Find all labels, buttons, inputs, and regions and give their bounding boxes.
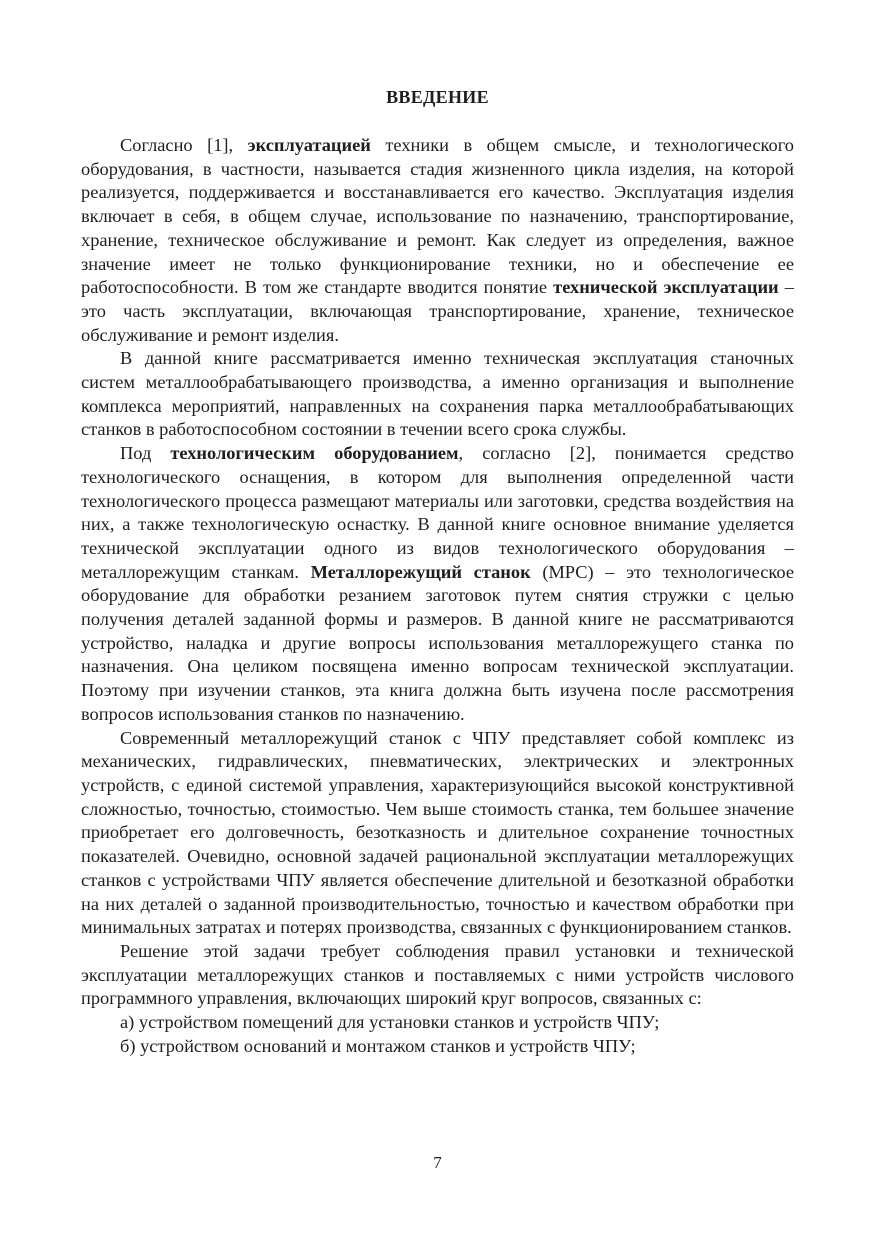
paragraph-4 (81, 727, 794, 940)
text-run: Современный металлорежущий станок с ЧПУ представляет собой комплекс из механических, гидравлических, пневматических, электрических и электронных устройств, с единой системой управления, характеризующийся высокой конструктивной сложностью, точностью, стоимостью. Чем выше стоимость станка, тем большее значение приобретает его долговечность, безотказность и длительное сохранение точностных показателей. Очевидно, основной задачей рациональной эксплуатации металлорежущих станков с устройствами ЧПУ является обеспечение длительной и безотказной обработки на них деталей о заданной производительностью, точностью и качеством обработки при минимальных затратах и потерях производства, связанных с функционированием станков. (81, 727, 794, 938)
text-run: В данной книге рассматривается именно техническая эксплуатация станочных систем металлообрабатывающего производства, а именно организация и выполнение комплекса мероприятий, направленных на сохранения парка металлообрабатывающих станков в работоспособном состоянии в течении всего срока службы. (81, 348, 794, 440)
bold-term: технической эксплуатации (553, 277, 779, 298)
paragraph-5 (81, 940, 794, 1011)
list-item-a: а) устройством помещений для установки станков и устройств ЧПУ; (120, 1012, 660, 1033)
list-item-b: б) устройством оснований и монтажом станков и устройств ЧПУ; (120, 1035, 636, 1056)
paragraph-2 (81, 347, 794, 442)
text-run: Согласно [1], (120, 135, 248, 155)
text-run: (МРС) – это технологическое оборудование для обработки резанием заготовок путем снятия стружки с целью получения деталей заданной формы и размеров. В данной книге не рассматриваются устройство, наладка и другие вопросы использования металлорежущего станка по назначения. Она целиком посвящена именно вопросам технической эксплуатации. Поэтому при изучении станков, эта книга должна быть изучена после рассмотрения вопросов использования станков по назначению. (81, 561, 795, 724)
page-title: ВВЕДЕНИЕ (386, 87, 489, 107)
text-run: Решение этой задачи требует соблюдения правил установки и технической эксплуатации металлорежущих станков и поставляемых с ними устройств числового программного управления, включающих широкий круг вопросов, связанных с: (81, 940, 794, 1009)
bold-term: эксплуатацией (247, 135, 371, 155)
bold-term: технологическим оборудованием (170, 443, 459, 464)
text-run: техники в общем смысле, и технологического оборудования, в частности, называется стадия жизненного цикла изделия, на которой реализуется, поддерживается и восстанавливается его качество. Эксплуатация изделия включает в себя, в общем случае, использование по назначению, транспортирование, хранение, техническое обслуживание и ремонт. Как следует из определения, важное значение имеет не только функционирование техники, но и обеспечение ее работоспособности. В том же стандарте вводится понятие (81, 135, 794, 298)
text-run: – это часть эксплуатации, включающая транспортирование, хранение, техническое обслуживание и ремонт изделия. (81, 277, 794, 345)
page-body (81, 84, 794, 1058)
paragraph-3 (81, 442, 794, 726)
text-run: , согласно [2], понимается средство технологического оснащения, в котором для выполнения определенной части технологического процесса размещают материалы или заготовки, средства воздействия на них, а также технологическую оснастку. В данной книге основное внимание уделяется технической эксплуатации одного из видов технологического оборудования – металлорежущим станкам. (81, 443, 794, 582)
bold-term: Металлорежущий станок (310, 561, 531, 582)
page-number: 7 (433, 1153, 442, 1172)
paragraph-1 (81, 134, 794, 347)
text-run: Под (120, 443, 171, 464)
